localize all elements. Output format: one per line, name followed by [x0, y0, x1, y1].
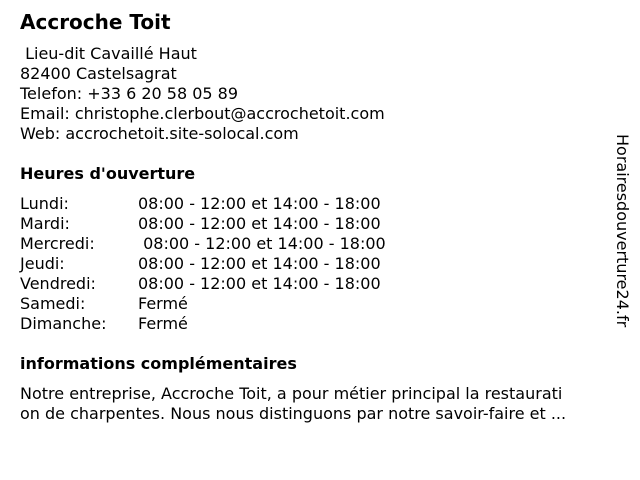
day-hours: 08:00 - 12:00 et 14:00 - 18:00 — [138, 254, 381, 273]
hours-heading: Heures d'ouverture — [20, 164, 196, 183]
day-label: Mardi: — [20, 214, 70, 233]
business-description — [20, 384, 620, 424]
day-label: Lundi: — [20, 194, 69, 213]
description-line-2: on de charpentes. Nous nous distinguons par notre savoir-faire et ... — [20, 404, 567, 423]
day-hours: 08:00 - 12:00 et 14:00 - 18:00 — [138, 274, 381, 293]
day-label: Jeudi: — [20, 254, 65, 273]
day-label: Mercredi: — [20, 234, 95, 253]
site-watermark: Horairesdouverture24.fr — [613, 134, 632, 328]
day-hours: Fermé — [138, 314, 188, 333]
day-hours: 08:00 - 12:00 et 14:00 - 18:00 — [138, 214, 381, 233]
day-label: Dimanche: — [20, 314, 107, 333]
day-hours: 08:00 - 12:00 et 14:00 - 18:00 — [138, 234, 386, 253]
business-name: Accroche Toit — [20, 10, 171, 34]
day-label: Vendredi: — [20, 274, 96, 293]
contact-block — [20, 44, 385, 144]
phone-line: Telefon: +33 6 20 58 05 89 — [20, 84, 239, 103]
email-line: Email: christophe.clerbout@accrochetoit.com — [20, 104, 385, 123]
info-heading: informations complémentaires — [20, 354, 297, 373]
day-hours: Fermé — [138, 294, 188, 313]
address-line-1: Lieu-dit Cavaillé Haut — [20, 44, 197, 63]
address-line-2: 82400 Castelsagrat — [20, 64, 177, 83]
day-label: Samedi: — [20, 294, 86, 313]
day-hours: 08:00 - 12:00 et 14:00 - 18:00 — [138, 194, 381, 213]
description-line-1: Notre entreprise, Accroche Toit, a pour métier principal la restaurati — [20, 384, 563, 403]
web-line: Web: accrochetoit.site-solocal.com — [20, 124, 299, 143]
